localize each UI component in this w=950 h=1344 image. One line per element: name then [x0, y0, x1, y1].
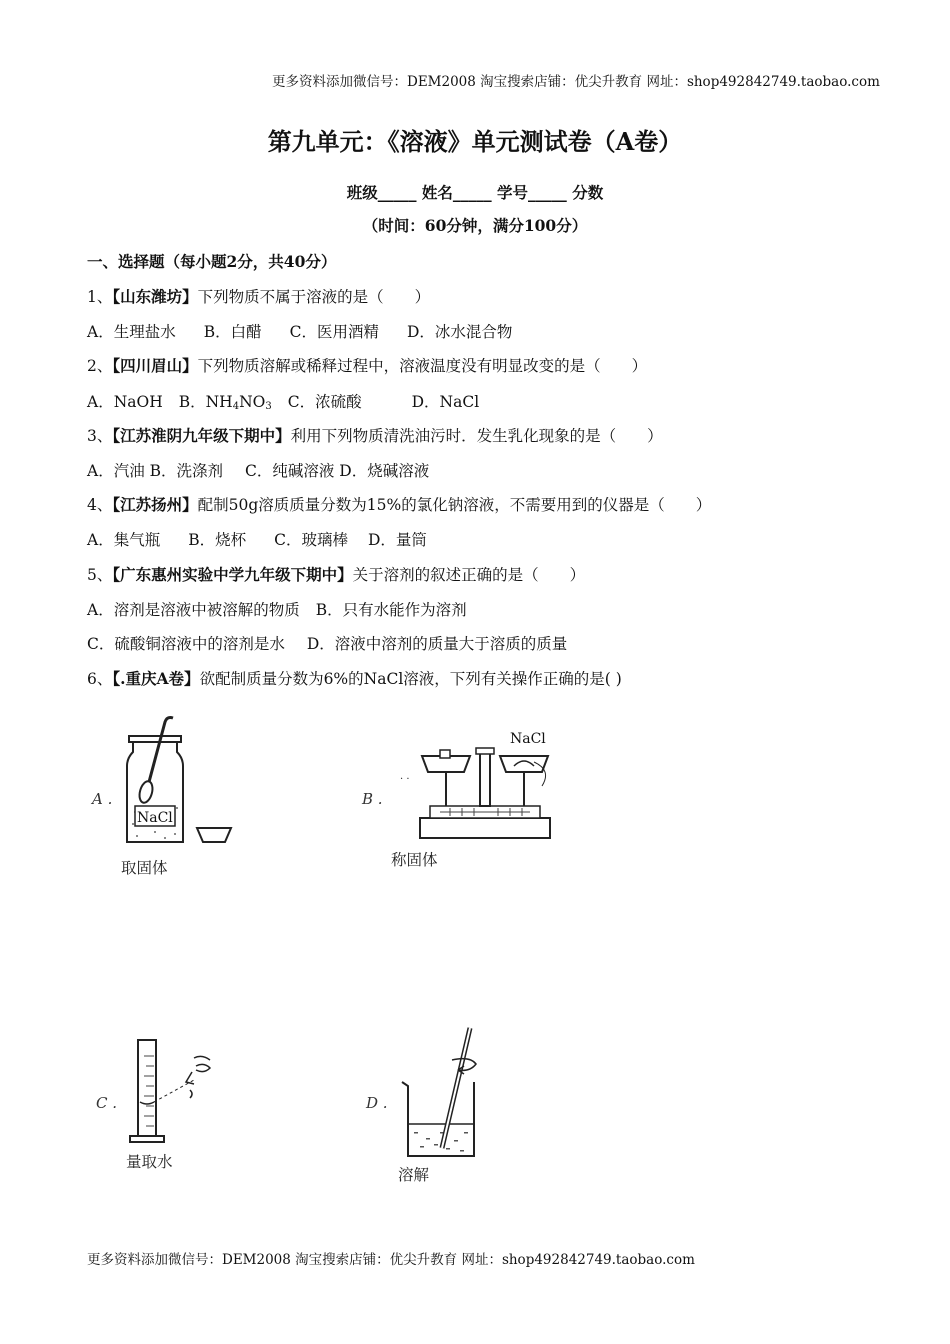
option-c: C．硫酸铜溶液中的溶剂是水 — [87, 635, 285, 653]
question-number: 3、 — [87, 427, 113, 445]
question-number: 6、 — [87, 670, 113, 688]
balance-label: NaCl — [510, 731, 546, 747]
option-a: A．集气瓶 — [87, 531, 161, 549]
figure-c-caption: 量取水 — [126, 1153, 173, 1171]
question-text: 配制50g溶质质量分数为15%的氯化钠溶液，不需要用到的仪器是（ ） — [197, 496, 712, 514]
question-number: 5、 — [87, 566, 113, 584]
reagent-bottle-figure — [115, 712, 255, 852]
section-heading: 一、选择题（每小题2分，共40分） — [87, 252, 337, 271]
question-text: 利用下列物质清洗油污时．发生乳化现象的是（ ） — [290, 427, 663, 445]
question-source: 【江苏淮阴九年级下期中】 — [112, 426, 291, 445]
option-c: C．玻璃棒 — [274, 531, 348, 549]
question-2-options — [87, 390, 479, 412]
question-1-options — [87, 320, 512, 342]
option-c: C．医用酒精 — [289, 323, 379, 341]
option-ab: A．汽油 B．洗涤剂 — [87, 462, 224, 480]
option-a: A．溶剂是溶液中被溶解的物质 — [87, 601, 300, 619]
question-5-options-row1 — [87, 598, 467, 620]
option-b: B．只有水能作为溶剂 — [315, 601, 467, 619]
figure-d-caption: 溶解 — [398, 1166, 430, 1184]
student-info-line: 班级_____ 姓名_____ 学号_____ 分数 — [346, 183, 604, 202]
question-5 — [87, 563, 585, 585]
page-footer: 更多资料添加微信号：DEM2008 淘宝搜索店铺：优尖升教育 网址：shop492842749.taobao.com — [87, 1252, 695, 1268]
question-3-options — [87, 459, 429, 481]
question-text: 下列物质不属于溶液的是（ ） — [197, 288, 431, 306]
question-text: 下列物质溶解或稀释过程中，溶液温度没有明显改变的是（ ） — [197, 357, 648, 375]
question-source: 【山东潍坊】 — [112, 287, 198, 306]
option-b: B．$NH_4NO_3$ — [178, 393, 272, 412]
question-source: 【四川眉山】 — [112, 356, 198, 375]
figure-b-caption: 称固体 — [391, 851, 438, 869]
page-title: 第九单元：《溶液》单元测试卷（A卷） — [267, 127, 683, 156]
question-text: 欲配制质量分数为6%的NaCl溶液，下列有关操作正确的是( ) — [199, 670, 622, 688]
question-source: 【江苏扬州】 — [112, 495, 198, 514]
question-1 — [87, 285, 430, 307]
figure-a-letter: A . — [92, 790, 113, 808]
measuring-cylinder-figure — [124, 1036, 234, 1148]
option-c: C．浓硫酸 — [287, 393, 362, 411]
option-d: D．NaCl — [411, 393, 480, 411]
option-a: A．生理盐水 — [87, 323, 176, 341]
option-cd: C．纯碱溶液 D．烧碱溶液 — [245, 462, 430, 480]
question-number: 1、 — [87, 288, 113, 306]
option-a: A．NaOH — [87, 393, 163, 411]
figure-d-letter: D . — [366, 1094, 388, 1112]
option-d: D．量筒 — [367, 531, 427, 549]
option-b: B．白醋 — [203, 323, 262, 341]
option-d: D．溶液中溶剂的质量大于溶质的质量 — [306, 635, 568, 653]
figure-c-letter: C . — [96, 1094, 118, 1112]
question-number: 4、 — [87, 496, 113, 514]
option-b: B．烧杯 — [188, 531, 247, 549]
question-4 — [87, 493, 711, 515]
figure-a-caption: 取固体 — [121, 859, 168, 877]
question-5-options-row2 — [87, 632, 567, 654]
svg-text:· ·: · · — [400, 774, 410, 785]
option-d: D．冰水混合物 — [406, 323, 513, 341]
question-6 — [87, 667, 622, 689]
bottle-label: NaCl — [137, 810, 173, 826]
beaker-stirring-figure — [396, 1024, 496, 1164]
balance-figure — [392, 726, 562, 846]
question-number: 2、 — [87, 357, 113, 375]
question-4-options — [87, 528, 427, 550]
time-info-line: （时间：60分钟，满分100分） — [362, 216, 588, 235]
page-header: 更多资料添加微信号：DEM2008 淘宝搜索店铺：优尖升教育 网址：shop492842749.taobao.com — [272, 74, 880, 90]
question-source: 【广东惠州实验中学九年级下期中】 — [112, 565, 353, 584]
figure-b-letter: B . — [362, 790, 383, 808]
question-source: 【.重庆A卷】 — [112, 669, 200, 688]
question-text: 关于溶剂的叙述正确的是（ ） — [352, 566, 586, 584]
question-2 — [87, 354, 647, 376]
question-3 — [87, 424, 663, 446]
